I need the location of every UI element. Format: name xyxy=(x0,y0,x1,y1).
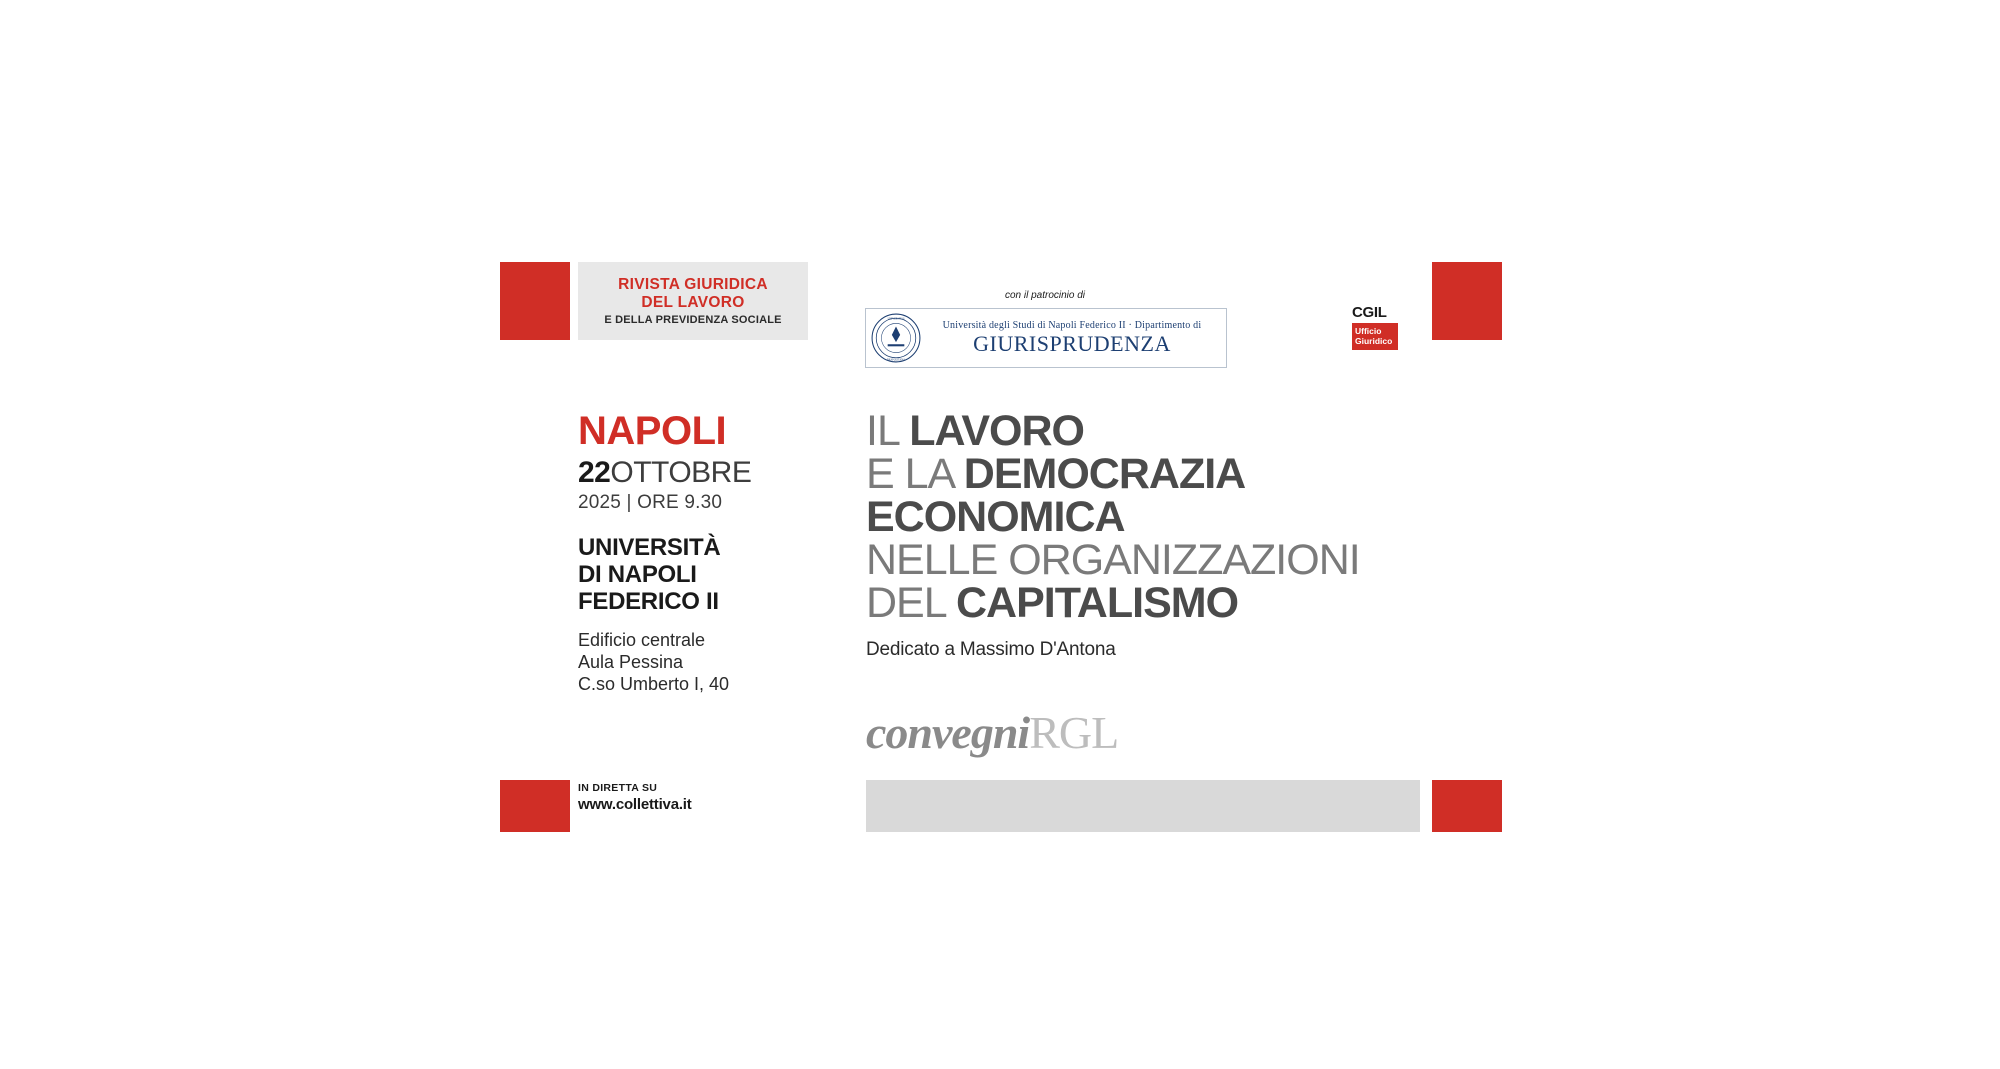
rgl-logo-line-3: E DELLA PREVIDENZA SOCIALE xyxy=(604,314,782,326)
svg-text:NEAPOLITANA: NEAPOLITANA xyxy=(886,358,906,362)
title-dedication: Dedicato a Massimo D'Antona xyxy=(866,639,1116,660)
series-wordmark-italic: convegni xyxy=(866,707,1030,758)
cgil-logo xyxy=(1352,305,1400,350)
event-address xyxy=(578,629,818,695)
title-line-5 xyxy=(866,579,1466,627)
svg-text:UNIVERSITAS: UNIVERSITAS xyxy=(887,317,905,321)
university-department-line: Università degli Studi di Napoli Federico II · Dipartimento di xyxy=(942,319,1202,331)
title-line-1-bold: LAVORO xyxy=(909,407,1084,455)
title-line-2 xyxy=(866,450,1466,498)
event-date xyxy=(578,456,818,490)
title-line-4: NELLE ORGANIZZAZIONI xyxy=(866,536,1360,584)
red-accent-block-bottom-left xyxy=(500,780,570,832)
university-seal-icon xyxy=(870,312,922,364)
university-faculty-line: GIURISPRUDENZA xyxy=(973,330,1171,356)
event-city: NAPOLI xyxy=(578,409,727,453)
patronage-label: con il patrocinio di xyxy=(1004,290,1086,301)
title-line-3: ECONOMICA xyxy=(866,493,1125,541)
event-details-column xyxy=(578,410,818,695)
event-year-time: 2025 | ORE 9.30 xyxy=(578,492,723,513)
event-venue-line-3: FEDERICO II xyxy=(578,588,719,615)
event-venue-line-2: DI NAPOLI xyxy=(578,561,697,588)
title-line-5-light: DEL xyxy=(866,579,956,627)
red-accent-block-top-left xyxy=(500,262,570,340)
series-wordmark xyxy=(866,705,1118,759)
title-line-1 xyxy=(866,407,1466,455)
title-line-5-bold: CAPITALISMO xyxy=(956,579,1239,627)
event-venue-line-1: UNIVERSITÀ xyxy=(578,534,721,561)
event-address-line-2: Aula Pessina xyxy=(578,652,684,672)
streaming-label: IN DIRETTA SU xyxy=(578,782,658,794)
event-day: 22 xyxy=(578,456,611,489)
footer-gray-bar xyxy=(866,780,1420,832)
event-month: OTTOBRE xyxy=(610,456,752,489)
red-accent-block-bottom-right xyxy=(1432,780,1502,832)
series-wordmark-roman: RGL xyxy=(1029,707,1119,758)
title-line-1-light: IL xyxy=(866,407,910,455)
cgil-office-line-2: Giuridico xyxy=(1355,336,1393,346)
rgl-logo-line-2: DEL LAVORO xyxy=(641,294,745,311)
university-patronage-box xyxy=(865,308,1227,368)
cgil-office-badge xyxy=(1352,323,1398,350)
rgl-logo-line-1: RIVISTA GIURIDICA xyxy=(618,276,768,293)
rivista-giuridica-del-lavoro-logo xyxy=(578,262,808,340)
event-title xyxy=(866,407,1466,661)
event-address-line-1: Edificio centrale xyxy=(578,630,706,650)
red-accent-block-top-right xyxy=(1432,262,1502,340)
streaming-info xyxy=(578,782,828,813)
event-address-line-3: C.so Umberto I, 40 xyxy=(578,674,730,694)
cgil-office-line-1: Ufficio xyxy=(1355,326,1382,336)
university-patronage-text xyxy=(922,320,1226,357)
streaming-url[interactable]: www.collettiva.it xyxy=(578,796,692,813)
event-venue xyxy=(578,534,818,615)
cgil-wordmark: CGIL xyxy=(1352,304,1387,321)
title-line-2-bold: DEMOCRAZIA xyxy=(963,450,1246,498)
title-line-2-light: E LA xyxy=(866,450,964,498)
